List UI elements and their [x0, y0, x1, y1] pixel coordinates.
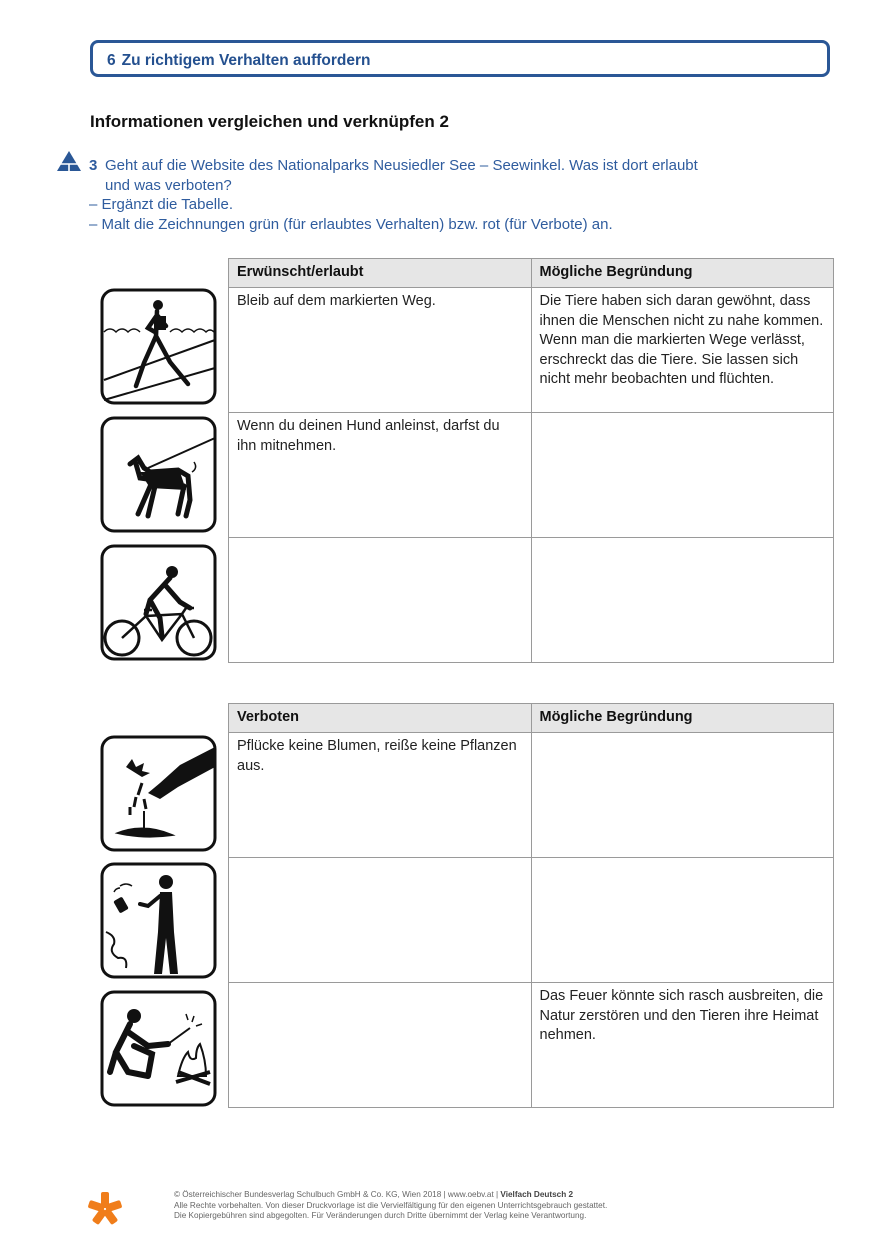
campfire-icon[interactable] — [100, 990, 217, 1107]
behaviour-cell[interactable] — [229, 538, 532, 663]
littering-icon[interactable] — [100, 862, 217, 979]
task-bullet-2: – Malt die Zeichnungen grün (für erlaubtes Verhalten) bzw. rot (für Verbote) an. — [89, 215, 613, 233]
table-header-row — [229, 704, 834, 733]
task-number: 3 — [89, 157, 98, 174]
dog-on-leash-icon[interactable] — [100, 416, 217, 533]
task-bullet-1: – Ergänzt die Tabelle. — [89, 196, 233, 213]
table-row — [229, 538, 834, 663]
column-header-allowed: Erwünscht/erlaubt — [229, 259, 532, 288]
reason-cell[interactable] — [531, 413, 834, 538]
column-header-reason: Mögliche Begründung — [531, 704, 834, 733]
footer — [174, 1190, 607, 1222]
chapter-number: 6 — [107, 52, 116, 69]
reason-cell[interactable] — [531, 858, 834, 983]
table-row — [229, 983, 834, 1108]
section-title: Informationen vergleichen und verknüpfen 2 — [90, 112, 449, 131]
chapter-header — [90, 40, 830, 77]
footer-line-2: Alle Rechte vorbehalten. Von dieser Druckvorlage ist die Vervielfältigung für den eigenen Unterrichtsgebrauch gestattet. — [174, 1200, 608, 1210]
table-row — [229, 413, 834, 538]
behaviour-cell[interactable]: Pflücke keine Blumen, reiße keine Pflanzen aus. — [229, 733, 532, 858]
behaviour-cell[interactable]: Bleib auf dem markierten Weg. — [229, 288, 532, 413]
chapter-title — [107, 52, 377, 70]
reason-cell[interactable] — [531, 733, 834, 858]
behaviour-cell[interactable] — [229, 858, 532, 983]
chapter-title-text: Zu richtigem Verhalten auffordern — [121, 52, 371, 69]
picking-flowers-icon[interactable] — [100, 735, 217, 852]
table-row — [229, 858, 834, 983]
forbidden-table — [228, 703, 834, 1108]
column-header-forbidden: Verboten — [229, 704, 532, 733]
task-text-line2: und was verboten? — [105, 176, 232, 194]
footer-line-1: © Österreichischer Bundesverlag Schulbuch GmbH & Co. KG, Wien 2018 | www.oebv.at | Vielfach Deutsch 2 — [174, 1190, 574, 1199]
cyclist-icon[interactable] — [100, 544, 217, 661]
table-header-row — [229, 259, 834, 288]
table-row — [229, 733, 834, 858]
table-row — [229, 288, 834, 413]
behaviour-cell[interactable] — [229, 983, 532, 1108]
footer-line-3: Die Kopiergebühren sind abgegolten. Für Veränderungen durch Dritte übernimmt der Verlag keine Verantwortung. — [174, 1211, 587, 1220]
reason-cell[interactable]: Das Feuer könnte sich rasch ausbreiten, die Natur zerstören und den Tieren ihre Heimat nehmen. — [531, 983, 834, 1108]
book-title: Vielfach Deutsch 2 — [500, 1190, 574, 1199]
allowed-table — [228, 258, 834, 663]
column-header-reason: Mögliche Begründung — [531, 259, 834, 288]
publisher-logo-icon — [86, 1190, 124, 1228]
hiker-icon[interactable] — [100, 288, 217, 405]
behaviour-cell[interactable]: Wenn du deinen Hund anleinst, darfst du ihn mitnehmen. — [229, 413, 532, 538]
pyramid-level-icon — [56, 150, 82, 172]
task-text-line1: Geht auf die Website des Nationalparks Neusiedler See – Seewinkel. Was ist dort erlaubt — [105, 157, 698, 174]
reason-cell[interactable]: Die Tiere haben sich daran gewöhnt, dass ihnen die Menschen nicht zu nahe kommen. Wenn man die markierten Wege verlässt, erschreckt das die Tiere. Sie lassen sich nicht mehr beobachten und flüchten. — [531, 288, 834, 413]
reason-cell[interactable] — [531, 538, 834, 663]
